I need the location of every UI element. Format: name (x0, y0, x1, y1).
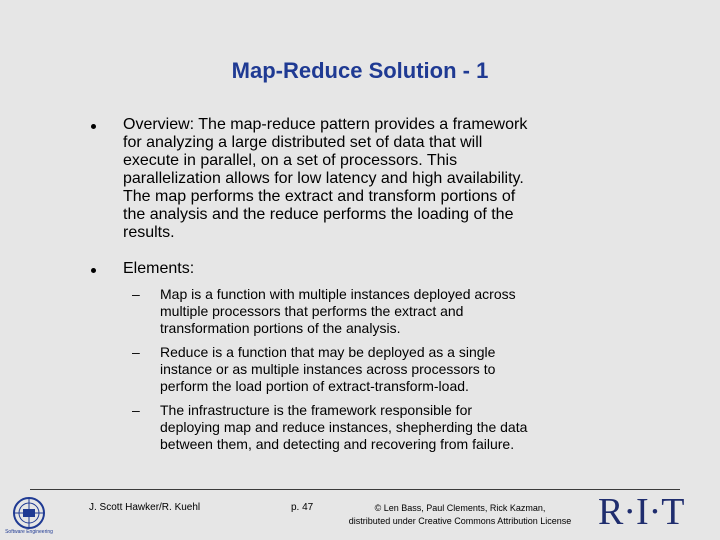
page-number: p. 47 (291, 502, 314, 513)
bullet-dot-icon (91, 268, 96, 273)
dash-icon: – (132, 344, 140, 360)
dash-icon: – (132, 286, 140, 302)
bullet-dot-icon (91, 124, 96, 129)
dash-icon: – (132, 402, 140, 418)
sub-bullet-text: Map is a function with multiple instances deployed across multiple processors that performs the extract and transformation portions of the analysis. (160, 286, 516, 336)
sub-bullet-text: The infrastructure is the framework responsible for deploying map and reduce instances, shepherding the data between them, and detecting and recovering from failure. (160, 402, 528, 452)
sub-bullet-text: Reduce is a function that may be deployed as a single instance or as multiple instances across processors to perform the load portion of extract-transform-load. (160, 344, 496, 394)
logo-caption: Software Engineering (5, 529, 53, 535)
bullet-text: Overview: The map-reduce pattern provides a framework for analyzing a large distributed set of data that will execute in parallel, on a set of processors. This parallelization allows for low latency and high availability. The map performs the extract and transform portions of the analysis and the reduce performs the loading of the results. (123, 116, 528, 241)
footer-copyright: © Len Bass, Paul Clements, Rick Kazman, distributed under Creative Commons Attribution License (348, 503, 572, 526)
footer-author: J. Scott Hawker/R. Kuehl (89, 502, 201, 513)
slide-title: Map-Reduce Solution - 1 (231, 58, 489, 83)
rit-logo: R·I·T (598, 491, 685, 533)
se-department-logo-icon (4, 495, 54, 539)
se-logo-graphic-icon (4, 495, 54, 531)
footer-divider (30, 489, 680, 490)
bullet-text: Elements: (123, 260, 195, 277)
